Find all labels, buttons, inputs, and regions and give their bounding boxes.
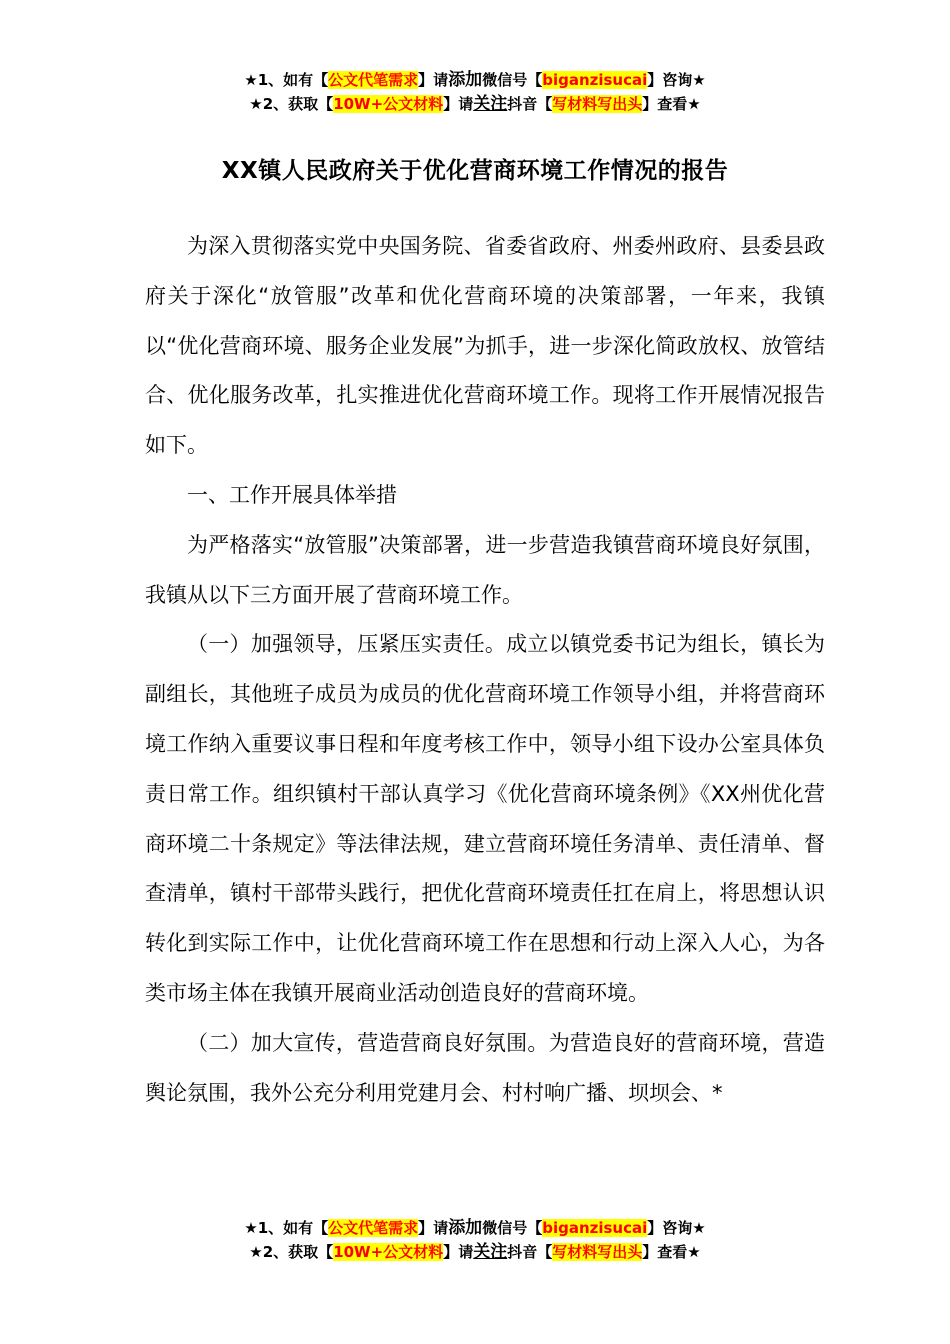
banner-text: 】查看★ <box>642 95 701 113</box>
banner-text: 】请 <box>418 1219 449 1237</box>
banner-text: ★1、如有【 <box>244 71 329 89</box>
highlight-service: 公文代笔需求 <box>328 1219 419 1237</box>
banner-text: 】咨询★ <box>647 1219 706 1237</box>
banner-emphasis: 添加 <box>448 1218 483 1238</box>
highlight-douyin-account: 写材料写出头 <box>552 95 643 113</box>
banner-text: 抖音【 <box>507 1243 553 1261</box>
banner-text: 抖音【 <box>507 95 553 113</box>
banner-line-2 <box>0 1240 950 1264</box>
document-title: XX镇人民政府关于优化营商环境工作情况的报告 <box>221 158 729 184</box>
banner-line-1 <box>0 1216 950 1240</box>
highlight-service: 公文代笔需求 <box>328 71 419 89</box>
section-heading: 一、工作开展具体举措 <box>187 482 397 507</box>
banner-text: 】查看★ <box>642 1243 701 1261</box>
paragraph-publicity: （二）加大宣传，营造营商良好氛围。为营造良好的营商环境，营造舆论氛围，我外公充分利用党建月会、村村响广播、坝坝会、* <box>145 1030 825 1105</box>
banner-text: 微信号【 <box>482 1219 543 1237</box>
paragraph-overview: 为严格落实“放管服”决策部署，进一步营造我镇营商环境良好氛围，我镇从以下三方面开展了营商环境工作。 <box>145 532 825 607</box>
highlight-douyin-account: 写材料写出头 <box>552 1243 643 1261</box>
paragraph-leadership: （一）加强领导，压紧压实责任。成立以镇党委书记为组长，镇长为副组长，其他班子成员为成员的优化营商环境工作领导小组，并将营商环境工作纳入重要议事日程和年度考核工作中，领导小组下设办公室具体负责日常工作。组织镇村干部认真学习《优化营商环境条例》《XX州优化营商环境二十条规定》等法律法规，建立营商环境任务清单、责任清单、督查清单，镇村干部带头践行，把优化营商环境责任扛在肩上，将思想认识转化到实际工作中，让优化营商环境工作在思想和行动上深入人心，为各类市场主体在我镇开展商业活动创造良好的营商环境。 <box>145 632 825 1005</box>
paragraph-intro: 为深入贯彻落实党中央国务院、省委省政府、州委州政府、县委县政府关于深化“放管服”改革和优化营商环境的决策部署，一年来，我镇以“优化营商环境、服务企业发展”为抓手，进一步深化简政放权、放管结合、优化服务改革，扎实推进优化营商环境工作。现将工作开展情况报告如下。 <box>145 234 825 458</box>
banner-text: ★2、获取【 <box>249 95 334 113</box>
banner-text: 】请 <box>443 1243 474 1261</box>
banner-emphasis: 关注 <box>473 94 508 114</box>
banner-text: 微信号【 <box>482 71 543 89</box>
highlight-wechat-id: biganzisucai <box>542 1219 648 1237</box>
document-body <box>145 222 825 1118</box>
banner-text: 】请 <box>443 95 474 113</box>
banner-text: 】咨询★ <box>647 71 706 89</box>
footer-banner <box>0 1216 950 1264</box>
banner-emphasis: 关注 <box>473 1242 508 1262</box>
banner-emphasis: 添加 <box>448 70 483 90</box>
header-banner <box>0 68 950 116</box>
banner-text: ★2、获取【 <box>249 1243 334 1261</box>
banner-line-1 <box>0 68 950 92</box>
banner-text: 】请 <box>418 71 449 89</box>
highlight-materials: 10W+公文材料 <box>333 1243 444 1261</box>
highlight-wechat-id: biganzisucai <box>542 71 648 89</box>
highlight-materials: 10W+公文材料 <box>333 95 444 113</box>
banner-text: ★1、如有【 <box>244 1219 329 1237</box>
banner-line-2 <box>0 92 950 116</box>
